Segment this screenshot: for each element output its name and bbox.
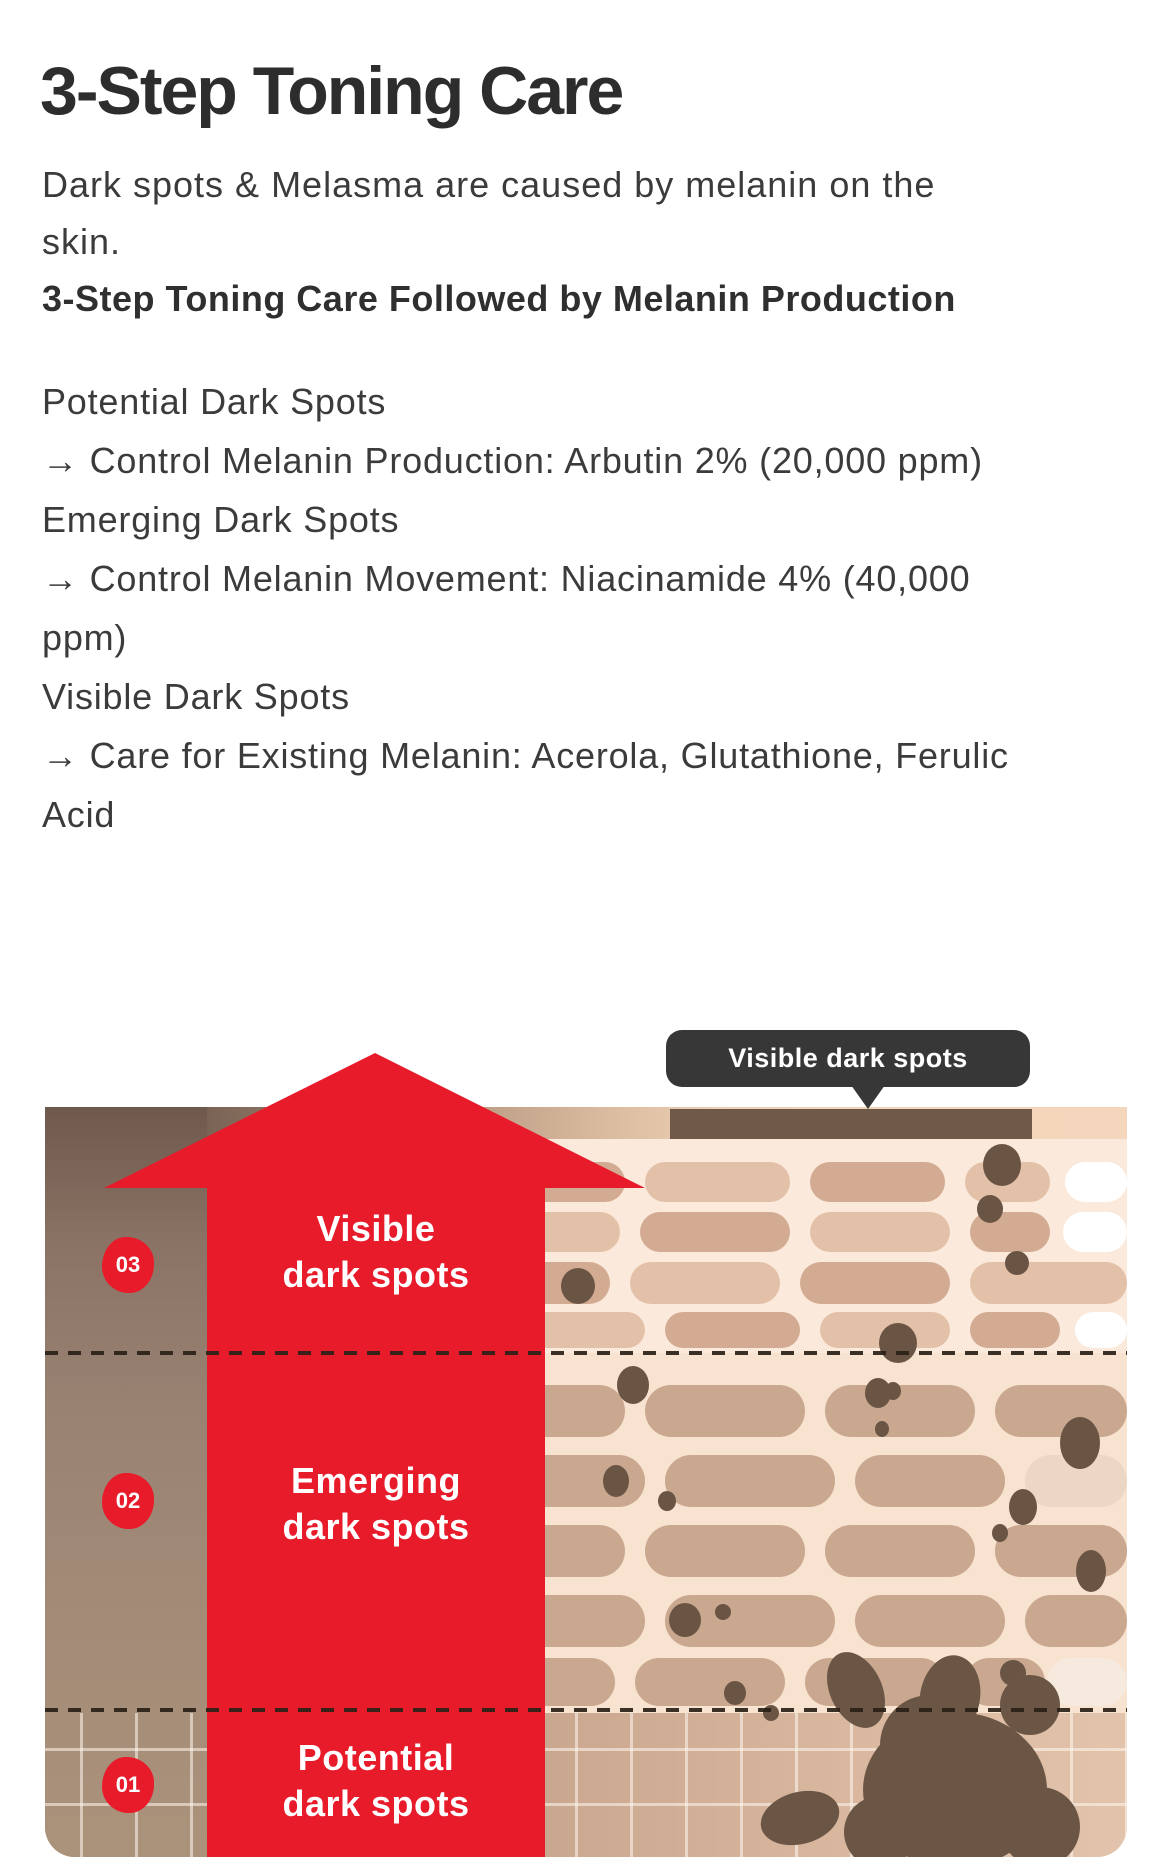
step-line: Acid: [42, 794, 116, 835]
step-line: Visible Dark Spots: [42, 676, 350, 717]
melanin-dot: [669, 1603, 701, 1637]
zone-divider-line: [45, 1708, 1127, 1712]
intro-bold-line: 3-Step Toning Care Followed by Melanin Production: [42, 278, 956, 319]
zone-divider-line: [45, 1351, 1127, 1355]
melanin-dot: [1005, 1251, 1029, 1275]
melanin-dot: [879, 1323, 917, 1363]
melanin-splat-icon: [735, 1627, 1127, 1857]
melanin-dot: [875, 1421, 889, 1437]
melanin-dot: [983, 1144, 1021, 1186]
badge-step-02: 02: [102, 1473, 154, 1529]
steps-text: [42, 372, 1009, 844]
badge-step-01: 01: [102, 1757, 154, 1813]
melanin-dot: [977, 1195, 1003, 1223]
badge-step-03: 03: [102, 1237, 154, 1293]
melanin-dot: [1076, 1550, 1106, 1592]
melanin-dot: [658, 1491, 676, 1511]
intro-paragraph: [42, 156, 956, 327]
zone-label-visible: Visible dark spots: [282, 1208, 470, 1295]
step-line: → Control Melanin Production: Arbutin 2% (20,000 ppm): [42, 440, 983, 481]
melanin-dot: [1060, 1417, 1100, 1469]
zone-label-potential: Potential dark spots: [282, 1737, 470, 1824]
melanin-dot: [885, 1382, 901, 1400]
zone-label-emerging: Emerging dark spots: [282, 1460, 470, 1547]
intro-line: skin.: [42, 221, 122, 262]
step-line: ppm): [42, 617, 128, 658]
melanin-dot: [1009, 1489, 1037, 1525]
step-line: Emerging Dark Spots: [42, 499, 400, 540]
tooltip-visible-dark-spots: Visible dark spots: [666, 1030, 1030, 1087]
melanin-dot: [715, 1604, 731, 1620]
melanin-dot: [992, 1524, 1008, 1542]
page-title: 3-Step Toning Care: [40, 52, 623, 129]
tooltip-pointer-icon: [851, 1085, 885, 1109]
step-line: → Control Melanin Movement: Niacinamide 4% (40,000: [42, 558, 971, 599]
step-line: Potential Dark Spots: [42, 381, 387, 422]
surface-dark-spot: [670, 1109, 1032, 1139]
intro-line: Dark spots & Melasma are caused by melanin on the: [42, 164, 936, 205]
step-line: → Care for Existing Melanin: Acerola, Glutathione, Ferulic: [42, 735, 1009, 776]
